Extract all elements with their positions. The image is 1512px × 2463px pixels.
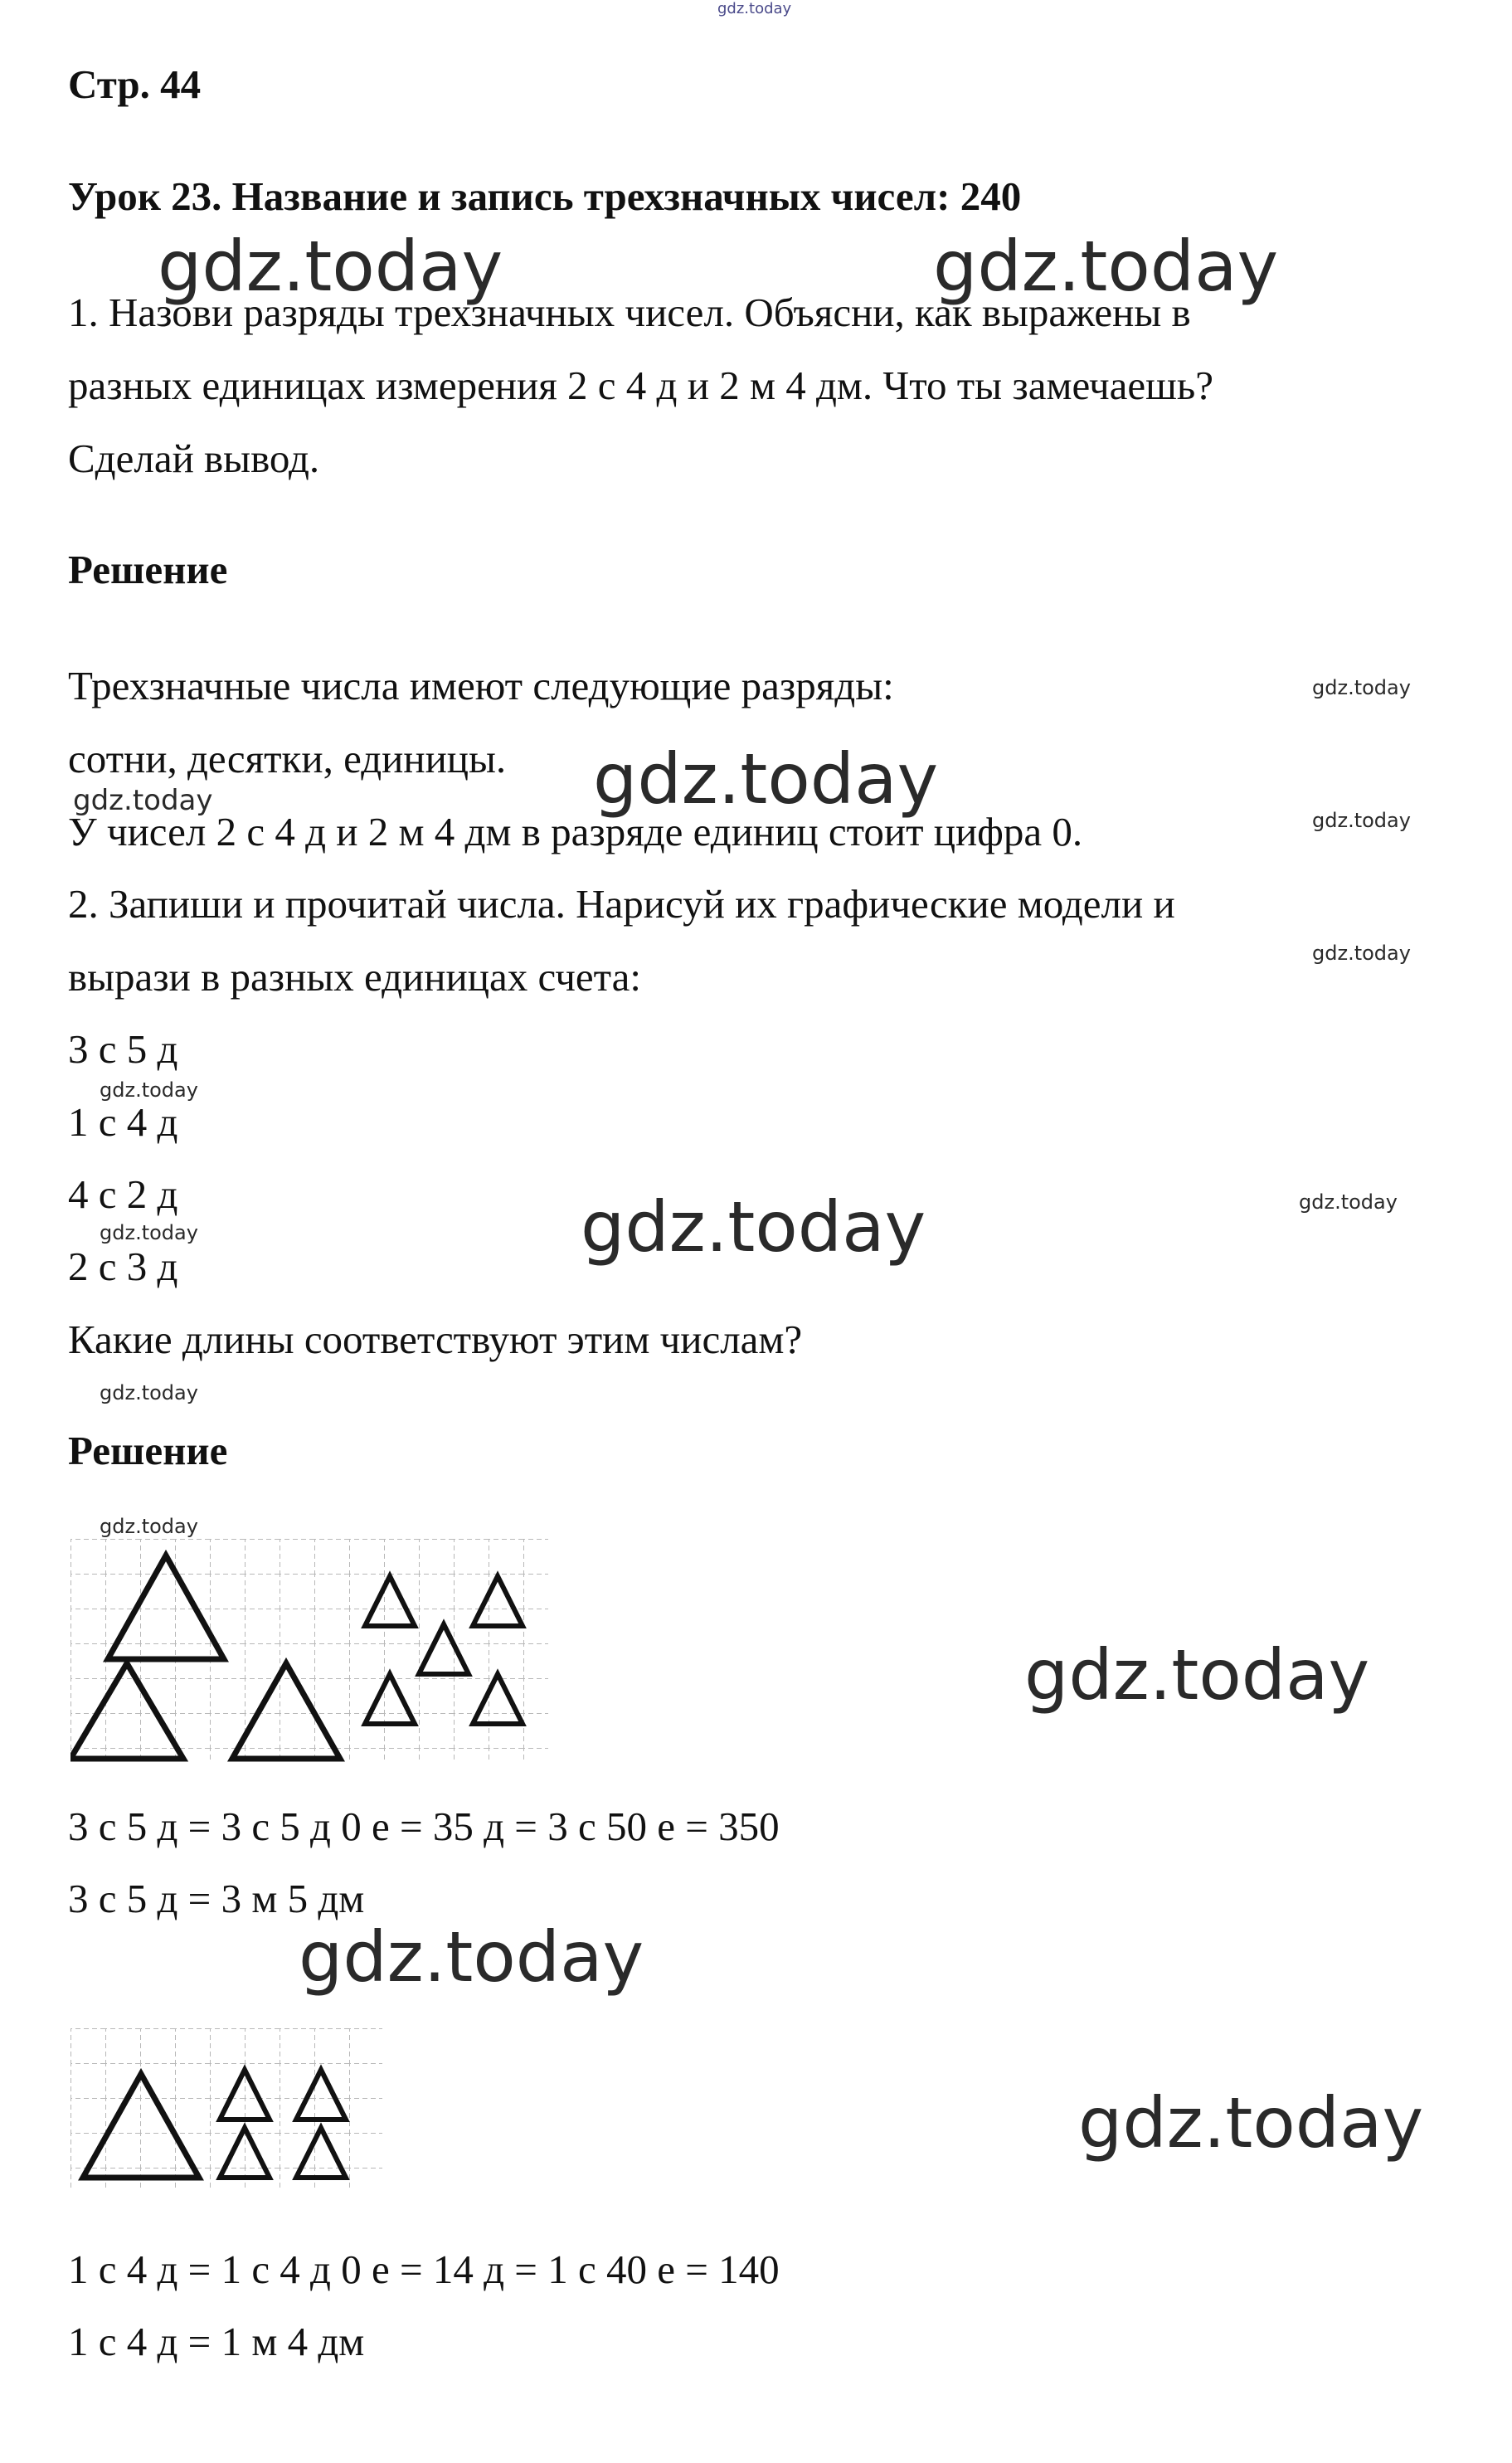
top-watermark: gdz.today [717,0,792,17]
watermark-large: gdz.today [1024,1634,1370,1716]
task2-number-4: 2 с 3 д [68,1244,178,1289]
graphic-model-350 [70,1539,552,1765]
solution-heading-1: Решение [68,547,228,592]
task2-number-2: 1 с 4 д [68,1099,178,1145]
watermark-small: gdz.today [1299,1190,1398,1214]
answer-350-line-1: 3 с 5 д = 3 с 5 д 0 е = 35 д = 3 с 50 е = 350 [68,1803,780,1849]
task1-line-1: 1. Назови разряды трехзначных чисел. Объясни, как выражены в [68,290,1191,335]
lesson-title: Урок 23. Название и запись трехзначных чисел: 240 [68,173,1022,219]
solution-heading-2: Решение [68,1428,228,1473]
task2-line-1: 2. Запиши и прочитай числа. Нарисуй их графические модели и [68,881,1175,927]
task1-line-3: Сделай вывод. [68,436,320,481]
watermark-large: gdz.today [933,226,1279,307]
task2-line-2: вырази в разных единицах счета: [68,954,641,1000]
watermark-small: gdz.today [1312,676,1411,699]
answer-350-line-2: 3 с 5 д = 3 м 5 дм [68,1876,365,1921]
task1-solution-line-1: Трехзначные числа имеют следующие разряды: [68,663,894,708]
watermark-small: gdz.today [100,1078,198,1102]
watermark-medium: gdz.today [73,784,213,817]
answer-140-line-2: 1 с 4 д = 1 м 4 дм [68,2319,365,2364]
watermark-small: gdz.today [1312,809,1411,832]
task2-question: Какие длины соответствуют этим числам? [68,1317,803,1362]
task2-number-3: 4 с 2 д [68,1171,178,1217]
answer-140-line-1: 1 с 4 д = 1 с 4 д 0 е = 14 д = 1 с 40 е = 140 [68,2246,780,2292]
watermark-large: gdz.today [1078,2082,1424,2164]
watermark-small: gdz.today [100,1515,198,1538]
grid-background [70,1539,548,1761]
task1-solution-line-3: У чисел 2 с 4 д и 2 м 4 дм в разряде единиц стоит цифра 0. [68,809,1083,854]
watermark-large: gdz.today [581,1186,926,1268]
watermark-small: gdz.today [100,1381,198,1404]
page-reference: Стр. 44 [68,61,202,107]
task2-number-1: 3 с 5 д [68,1026,178,1072]
graphic-model-140 [70,2028,386,2193]
watermark-small: gdz.today [1312,942,1411,965]
watermark-large: gdz.today [158,226,503,307]
watermark-large: gdz.today [593,738,939,820]
watermark-large: gdz.today [299,1916,644,1998]
task1-solution-line-2: сотни, десятки, единицы. [68,736,507,781]
watermark-small: gdz.today [100,1221,198,1244]
task1-line-2: разных единицах измерения 2 с 4 д и 2 м 4 дм. Что ты замечаешь? [68,363,1213,408]
